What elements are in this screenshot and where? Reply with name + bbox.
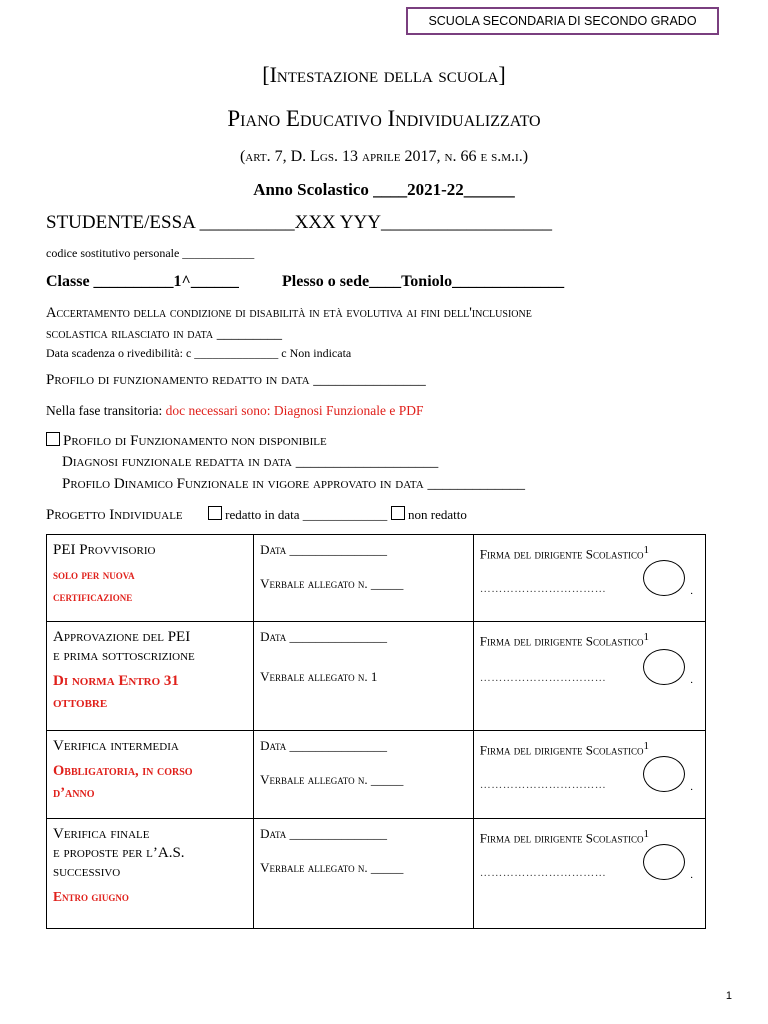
- signature-cell: [473, 535, 705, 622]
- minutes-field: Verbale allegato n. 1: [260, 669, 378, 684]
- minutes-field: Verbale allegato n. _____: [260, 860, 404, 875]
- profile-not-available-checkbox[interactable]: [46, 432, 60, 446]
- page-number: 1: [725, 990, 732, 1002]
- signature-line-end: .: [690, 585, 693, 597]
- phase-cell: [47, 622, 254, 731]
- signature-label-text: Firma del dirigente Scolastico: [479, 546, 644, 562]
- functioning-profile-line: Profilo di funzionamento redatto in data _______________: [46, 372, 426, 388]
- phase-subtitle: e proposte per l’A.S.: [53, 845, 185, 861]
- table-row: [47, 819, 706, 929]
- phase-cell: [47, 819, 254, 929]
- school-level-label: SCUOLA SECONDARIA DI SECONDO GRADO: [428, 14, 697, 28]
- individual-project-line: [46, 506, 467, 524]
- phase-cell: [47, 535, 254, 622]
- transitional-phase-line: [46, 403, 424, 419]
- individual-project-label: Progetto Individuale: [46, 507, 183, 523]
- assessment-date-line: scolastica rilasciato in data _________: [46, 326, 282, 342]
- signature-line-end: .: [690, 674, 693, 686]
- stamp-circle-icon: [643, 560, 685, 596]
- phase-deadline: [53, 564, 247, 608]
- phase-deadline-line1: Obbligatoria, in corso: [53, 763, 193, 779]
- disability-assessment-line: Accertamento della condizione di disabilità in età evolutiva ai fini dell'inclusione: [46, 305, 532, 321]
- school-level-badge: [406, 7, 719, 35]
- signature-line-end: .: [690, 781, 693, 793]
- signature-line: ……………………………: [479, 867, 607, 879]
- stamp-circle-icon: [643, 844, 685, 880]
- footnote-marker: 1: [643, 740, 649, 752]
- date-cell: [254, 535, 474, 622]
- required-documents-note: doc necessari sono: Diagnosi Funzionale e PDF: [165, 403, 424, 418]
- table-row: [47, 535, 706, 622]
- document-title: Piano Educativo Individualizzato: [227, 106, 541, 131]
- date-cell: [254, 731, 474, 819]
- project-not-drafted-checkbox[interactable]: [391, 506, 405, 520]
- signature-line-end: .: [690, 869, 693, 881]
- school-header-placeholder: [Intestazione della scuola]: [262, 62, 506, 87]
- signature-line: ……………………………: [479, 583, 607, 595]
- phase-deadline-line1: Di norma Entro 31: [53, 673, 179, 689]
- project-drafted-checkbox[interactable]: [208, 506, 222, 520]
- phase-subtitle-2: successivo: [53, 864, 121, 880]
- phase-title: Verifica intermedia: [53, 738, 179, 754]
- student-name-line: STUDENTE/ESSA __________XXX YYY__________________: [46, 212, 552, 233]
- signature-label-text: Firma del dirigente Scolastico: [479, 742, 644, 758]
- minutes-field: Verbale allegato n. _____: [260, 576, 404, 591]
- project-not-drafted-label: non redatto: [408, 507, 467, 522]
- profile-not-available-option[interactable]: [46, 432, 327, 450]
- phase-title: Verifica finale: [53, 826, 150, 842]
- signature-label-text: Firma del dirigente Scolastico: [479, 633, 644, 649]
- signature-cell: [473, 819, 705, 929]
- footnote-marker: 1: [643, 828, 649, 840]
- law-reference: (art. 7, D. Lgs. 13 aprile 2017, n. 66 e s.m.i.): [239, 148, 529, 165]
- phase-deadline-line2: certificazione: [53, 589, 133, 604]
- phase-deadline: [53, 760, 247, 804]
- date-field: Data _______________: [260, 629, 388, 644]
- phase-deadline-line1: solo per nuova: [53, 567, 135, 582]
- phase-deadline-line2: d’anno: [53, 785, 95, 801]
- date-field: Data _______________: [260, 738, 388, 753]
- stamp-circle-icon: [643, 649, 685, 685]
- signature-label-text: Firma del dirigente Scolastico: [479, 830, 644, 846]
- signature-line: ……………………………: [479, 779, 607, 791]
- project-drafted-label: redatto in data _____________: [225, 507, 388, 522]
- table-row: [47, 731, 706, 819]
- date-cell: [254, 819, 474, 929]
- expiry-date-line: Data scadenza o rivedibilità: c ______________ c Non indicata: [46, 346, 352, 360]
- table-row: [47, 622, 706, 731]
- phase-deadline-line2: ottobre: [53, 695, 108, 711]
- footnote-marker: 1: [643, 631, 649, 643]
- phase-deadline-line1: Entro giugno: [53, 889, 129, 904]
- substitute-code-line: codice sostitutivo personale ____________: [46, 246, 255, 260]
- signature-cell: [473, 622, 705, 731]
- date-field: Data _______________: [260, 542, 388, 557]
- minutes-field: Verbale allegato n. _____: [260, 772, 404, 787]
- stamp-circle-icon: [643, 756, 685, 792]
- dynamic-profile-line: Profilo Dinamico Funzionale in vigore approvato in data _____________: [62, 476, 525, 492]
- class-line: Classe __________1^______: [46, 273, 239, 290]
- signature-line: ……………………………: [479, 672, 607, 684]
- phase-subtitle: e prima sottoscrizione: [53, 648, 195, 664]
- date-cell: [254, 622, 474, 731]
- signature-label: [480, 628, 699, 650]
- school-year: Anno Scolastico ____2021-22______: [253, 180, 515, 199]
- phase-deadline: [53, 886, 247, 908]
- signature-cell: [473, 731, 705, 819]
- phase-title: PEI Provvisorio: [53, 542, 156, 558]
- date-field: Data _______________: [260, 826, 388, 841]
- phase-deadline: [53, 670, 247, 714]
- footnote-marker: 1: [643, 544, 649, 556]
- phase-title: Approvazione del PEI: [53, 629, 191, 645]
- pei-timeline-table: [46, 534, 706, 929]
- transitional-phase-prefix: Nella fase transitoria:: [46, 403, 166, 418]
- campus-line: Plesso o sede____Toniolo______________: [282, 273, 565, 290]
- profile-not-available-label: Profilo di Funzionamento non disponibile: [63, 433, 327, 449]
- functional-diagnosis-line: Diagnosi funzionale redatta in data ___________________: [62, 454, 439, 470]
- phase-cell: [47, 731, 254, 819]
